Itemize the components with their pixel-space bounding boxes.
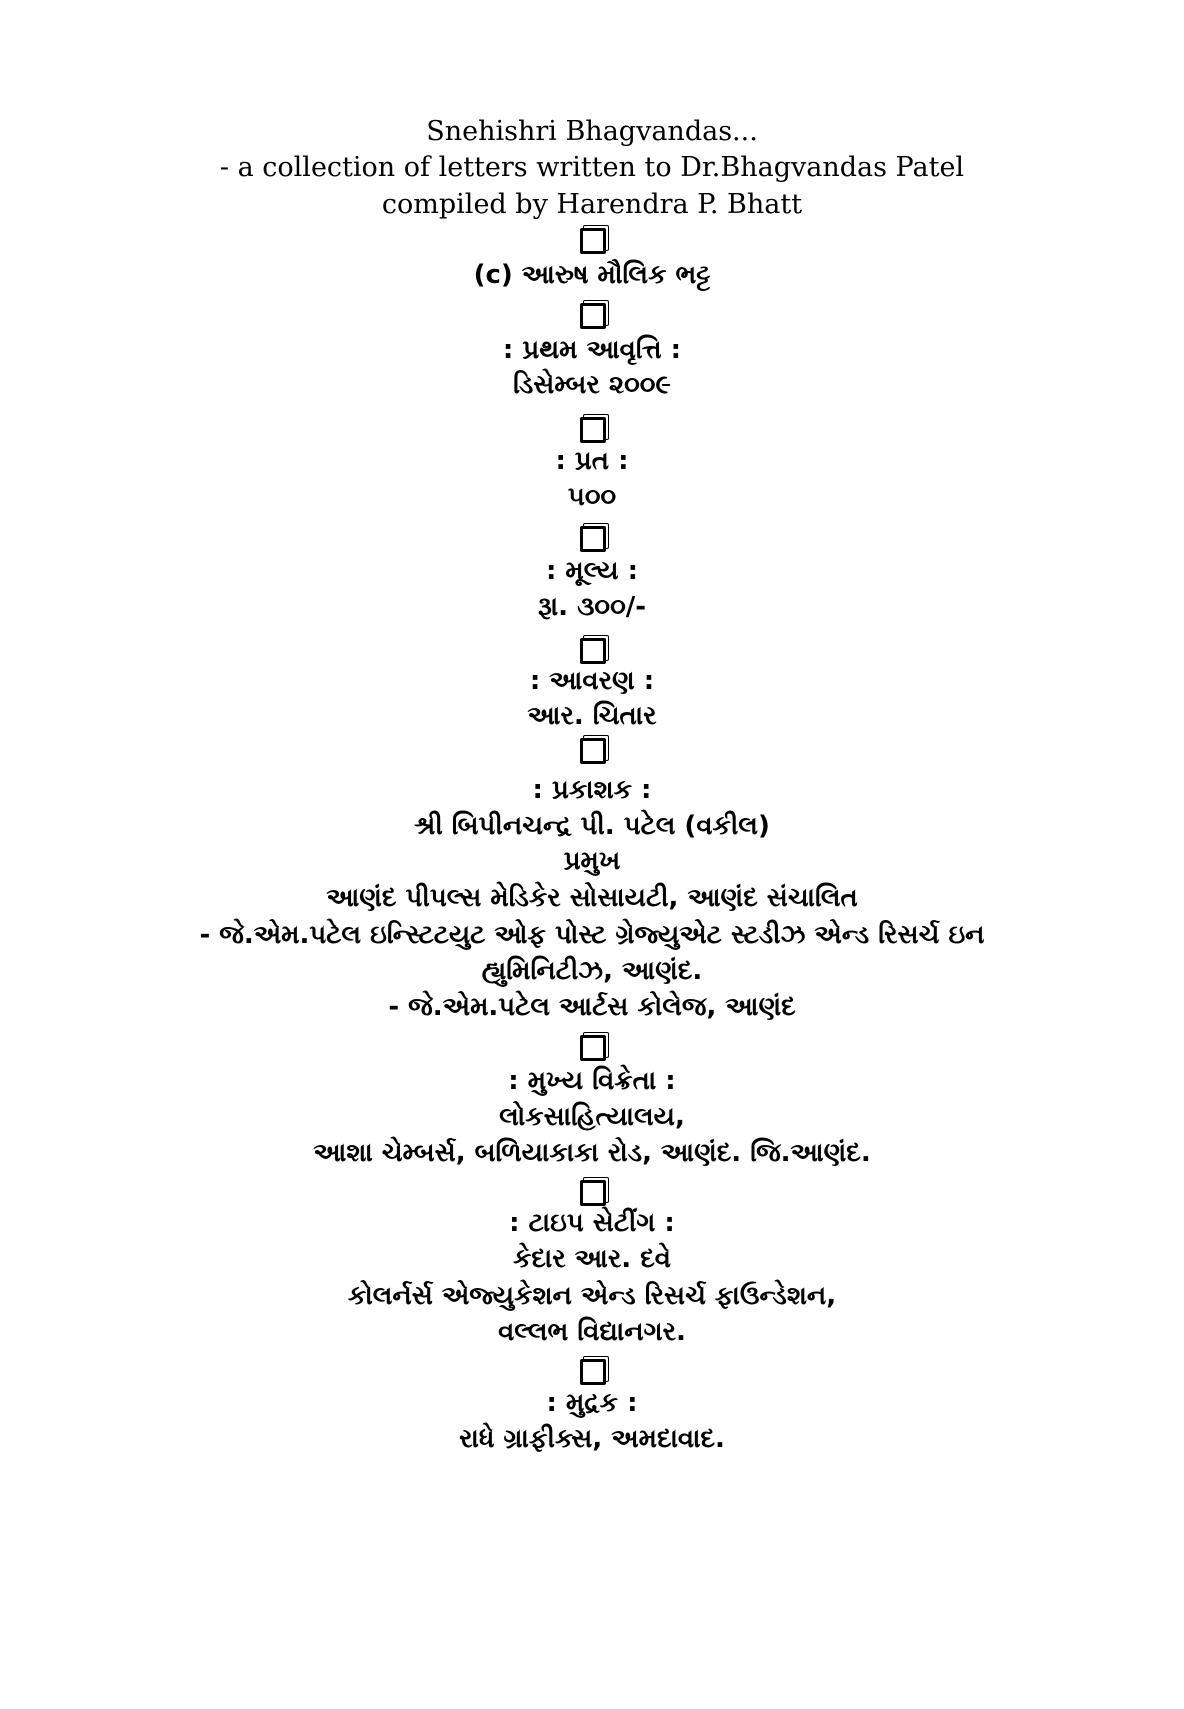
book-subtitle: - a collection of letters written to Dr.Bhagvandas Patel (219, 152, 965, 183)
cover-label: : આવરણ : (529, 666, 655, 696)
publisher-college: - જે.એમ.પટેલ આર્ટસ કોલેજ, આણંદ (388, 992, 796, 1022)
compiler-line: compiled by Harendra P. Bhatt (381, 189, 803, 220)
edition-value: ડિસેમ્બર ૨૦૦૯ (513, 370, 671, 400)
typesetting-org: કોલર્નર્સ એજ્યુકેશન એન્ડ રિસર્ચ ફાઉન્ડેશન, (347, 1281, 837, 1311)
typesetting-name: કેદાર આર. દવે (513, 1244, 671, 1274)
typesetting-label: : ટાઇપ સેટીંગ : (509, 1208, 675, 1238)
cover-value: આર. ચિતાર (527, 701, 657, 731)
printer-label: : મુદ્રક : (546, 1388, 638, 1418)
copies-label: : પ્રત : (555, 446, 629, 476)
publisher-name: શ્રી બિપીનચન્દ્ર પી. પટેલ (વકીલ) (414, 811, 770, 841)
copies-value: ૫૦૦ (567, 482, 617, 512)
publisher-org: આણંદ પીપલ્સ મેડિકેર સોસાયટી, આણંદ સંચાલિત (326, 883, 858, 913)
publisher-role: પ્રમુખ (563, 846, 621, 876)
price-label: : મૂલ્ય : (545, 556, 639, 586)
box-icon (580, 1035, 606, 1061)
publisher-institute-line-2: હ્યુમિનિટીઝ, આણંદ. (481, 956, 703, 986)
copyright-line: (c) આરુષ મૌલિક ભટ્ટ (473, 260, 711, 290)
box-icon (580, 303, 606, 329)
distributor-label: : મુખ્ય વિક્રેતા : (508, 1066, 676, 1096)
box-icon (580, 1359, 606, 1385)
typesetting-place: વલ્લભ વિદ્યાનગર. (498, 1317, 686, 1347)
distributor-name: લોકસાહિત્યાલય, (499, 1102, 685, 1132)
book-title: Snehishri Bhagvandas... (426, 116, 758, 147)
box-icon (580, 526, 606, 552)
box-icon (580, 417, 606, 443)
box-icon (580, 738, 606, 764)
printer-name: રાધે ગ્રાફીક્સ, અમદાવાદ. (459, 1424, 725, 1454)
box-icon (580, 638, 606, 664)
distributor-address: આશા ચેમ્બર્સ, બળિયાકાકા રોડ, આણંદ. જિ.આણંદ. (313, 1138, 871, 1168)
price-value: રૂા. ૩૦૦/- (537, 592, 647, 622)
publisher-institute-line-1: - જે.એમ.પટેલ ઇન્સ્ટિટયુટ ઓફ પોસ્ટ ગ્રેજ્યુએટ સ્ટડીઝ એન્ડ રિસર્ચ ઇન (199, 920, 985, 950)
publisher-label: : પ્રકાશક : (532, 775, 652, 805)
box-icon (580, 228, 606, 254)
box-icon (580, 1180, 606, 1206)
edition-label: : પ્રથમ આવૃત્તિ : (502, 335, 682, 365)
